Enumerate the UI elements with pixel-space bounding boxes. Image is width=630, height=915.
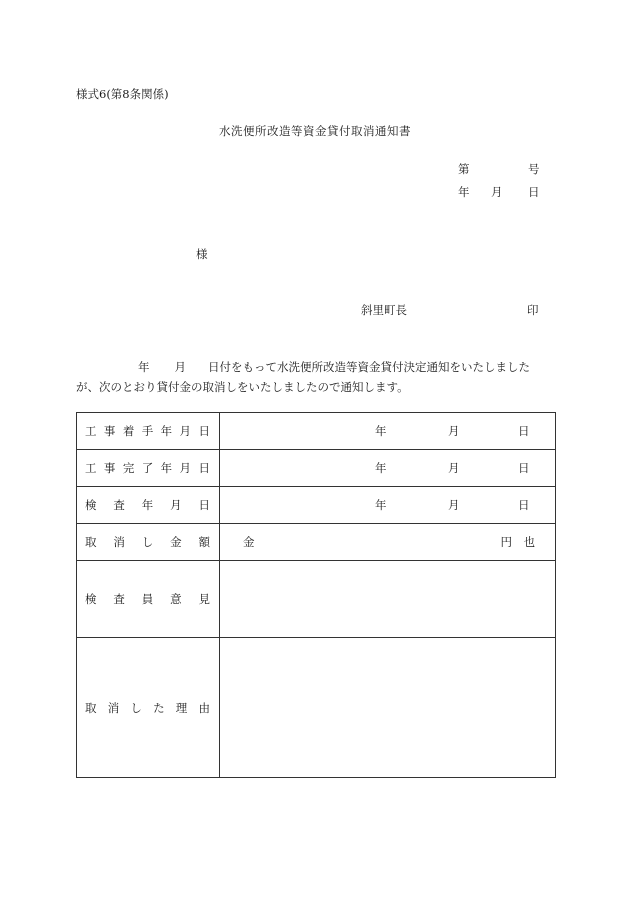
body-text-line2: が、次のとおり貸付金の取消しをいたしましたので通知します。 bbox=[76, 380, 409, 394]
table-row bbox=[77, 524, 556, 561]
value-cancel-reason bbox=[220, 638, 556, 778]
document-title: 水洗便所改造等資金貸付取消通知書 bbox=[219, 124, 411, 138]
value-construction-complete: 年 月 日 bbox=[220, 450, 556, 487]
table-row bbox=[77, 638, 556, 778]
doc-date-day: 日 bbox=[528, 185, 540, 199]
value-inspection-date: 年 月 日 bbox=[220, 487, 556, 524]
body-line1-text: 日付をもって水洗便所改造等資金貸付決定通知をいたしました bbox=[208, 360, 530, 374]
label-cancel-amount: 取 消 し 金 額 bbox=[77, 524, 220, 561]
label-construction-complete: 工 事 完 了 年 月 日 bbox=[77, 450, 220, 487]
body-year: 年 bbox=[138, 360, 150, 374]
label-inspection-date: 検 査 年 月 日 bbox=[77, 487, 220, 524]
doc-date-year: 年 bbox=[458, 185, 470, 199]
sender-name: 斜里町長 bbox=[361, 303, 407, 317]
doc-date-month: 月 bbox=[491, 185, 503, 199]
value-cancel-amount bbox=[220, 524, 556, 561]
body-month: 月 bbox=[174, 360, 186, 374]
sender-seal: 印 bbox=[527, 303, 539, 317]
value-construction-start: 年 月 日 bbox=[220, 413, 556, 450]
form-code: 様式6(第8条関係) bbox=[76, 87, 169, 101]
doc-number-prefix: 第 bbox=[458, 162, 470, 176]
info-table bbox=[76, 412, 556, 778]
table-row bbox=[77, 487, 556, 524]
label-construction-start: 工 事 着 手 年 月 日 bbox=[77, 413, 220, 450]
body-text-line1 bbox=[76, 359, 556, 375]
table-row bbox=[77, 561, 556, 638]
amount-prefix: 金 bbox=[243, 535, 255, 549]
table-row bbox=[77, 450, 556, 487]
value-inspector-opinion bbox=[220, 561, 556, 638]
amount-suffix: 円 也 bbox=[500, 535, 535, 549]
addressee-honorific: 様 bbox=[196, 247, 208, 261]
doc-number-suffix: 号 bbox=[528, 162, 540, 176]
label-inspector-opinion: 検 査 員 意 見 bbox=[77, 561, 220, 638]
table-row bbox=[77, 413, 556, 450]
label-cancel-reason: 取 消 し た 理 由 bbox=[77, 638, 220, 778]
